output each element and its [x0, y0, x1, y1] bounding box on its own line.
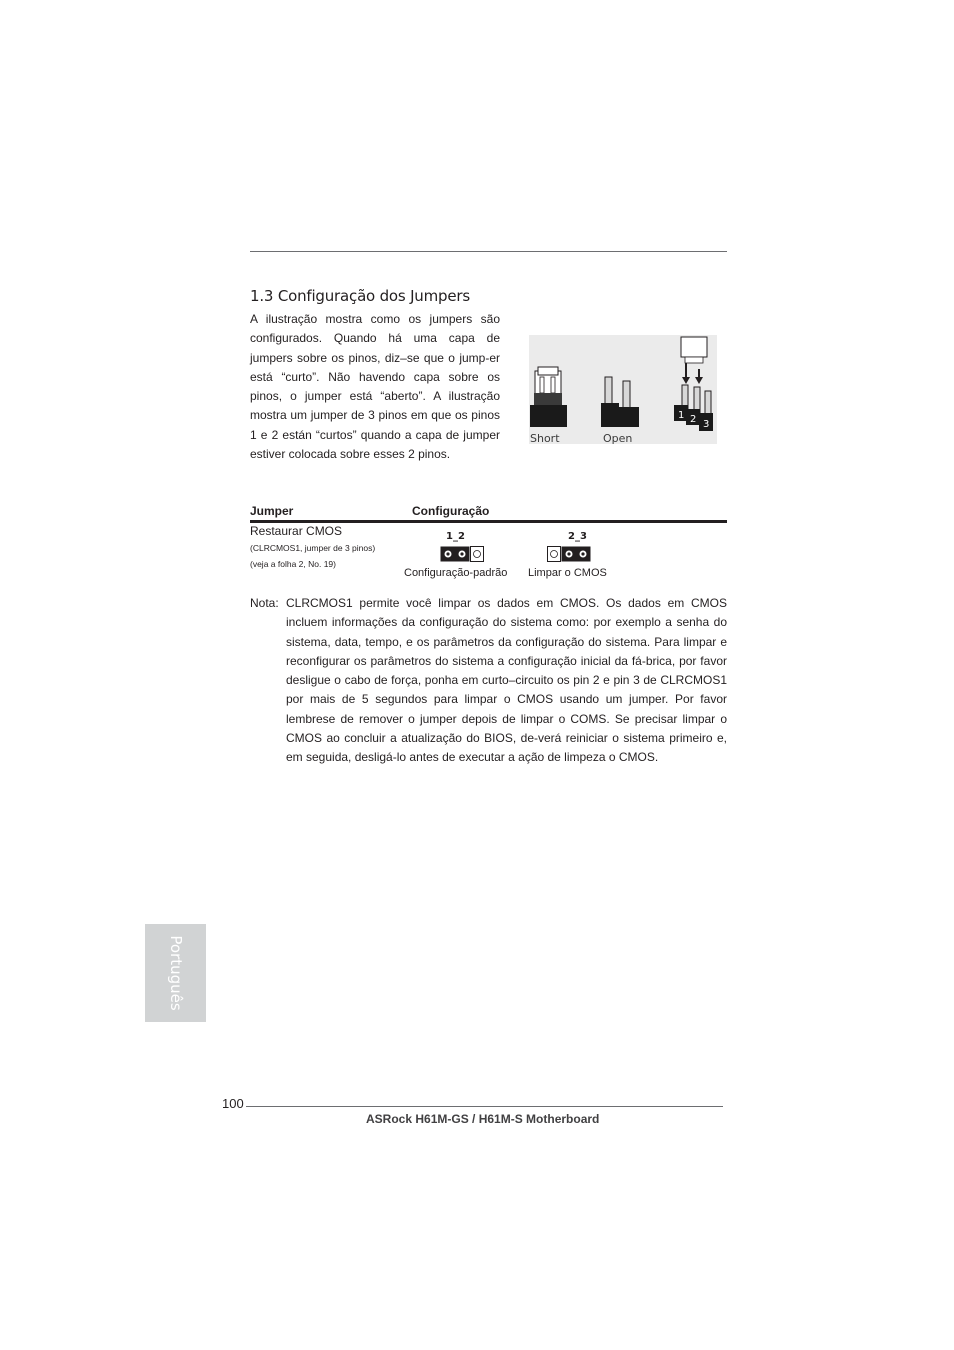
page-number: 100: [222, 1096, 244, 1111]
row-name: Restaurar CMOS: [250, 524, 343, 538]
pin-number-1: 1: [678, 410, 685, 421]
open-jumper-graphic: [601, 377, 639, 427]
row-detail-2: (veja a folha 2, No. 19): [250, 559, 336, 569]
footer-product: ASRock H61M-GS / H61M-S Motherboard: [366, 1112, 600, 1126]
intro-paragraph: A ilustração mostra como os jumpers são configurados. Quando há uma capa de jumpers sobre os pinos, diz–se que o jump-er está “curto”. Não havendo capa sobre os pinos, o jumper está “aberto”. A ilustração mostra um jumper de 3 pinos em que os pinos 1 e 2 están “curtos” quando a capa de jumper estiver colocada sobre esses 2 pinos.: [250, 312, 500, 462]
note-text: CLRCMOS1 permite você limpar os dados em CMOS. Os dados em CMOS incluem informações da configuração do sistema como: por exemplo a senha do sistema, data, tempo, e os parâmetros da configuração do sistema. Para limpar e reconfigurar os parâmetros do sistema a configuração inicial da fá-brica, por favor desligue o cabo de força, ponha em curto–circuito os pin 2 e pin 3 de CLRCMOS1 por mais de 5 segundos para limpar o CMOS usando um jumper. Por favor lembrese de remover o jumper depois de limpar o COMS. Se precisar limpar o CMOS ao concluir a atualização do BIOS, de-verá reiniciar o sistema primeiro e, em seguida, desligá-lo antes de executar a ação de limpeza o CMOS.: [286, 596, 727, 765]
section-title: 1.3 Configuração dos Jumpers: [250, 287, 470, 305]
open-label: Open: [603, 432, 633, 445]
note-label: Nota:: [250, 596, 279, 610]
short-jumper-graphic: [530, 367, 567, 427]
setting-2-label: Limpar o CMOS: [528, 567, 607, 579]
short-label: Short: [530, 432, 560, 445]
language-tab: [145, 924, 206, 1022]
row-detail-1: (CLRCMOS1, jumper de 3 pinos): [250, 543, 376, 553]
jumper-illustration: [529, 335, 717, 444]
header-config: Configuração: [412, 504, 490, 518]
header-jumper: Jumper: [250, 504, 294, 518]
setting-2-caption: 2_3: [568, 531, 587, 542]
setting-2-pins-icon: [547, 546, 591, 562]
pin-number-3: 3: [703, 419, 710, 430]
jumper-diagram: [529, 335, 717, 444]
footer-rule: [246, 1106, 723, 1107]
language-tab-label: Português: [166, 935, 185, 1011]
three-pin-jumper-graphic: [674, 337, 713, 431]
pin-number-2: 2: [690, 414, 697, 425]
setting-1-caption: 1_2: [446, 531, 465, 542]
top-rule: [250, 251, 727, 252]
setting-1-pins-icon: [440, 546, 484, 562]
table-header-rule: [250, 520, 727, 523]
setting-1-label: Configuração-padrão: [404, 567, 508, 579]
